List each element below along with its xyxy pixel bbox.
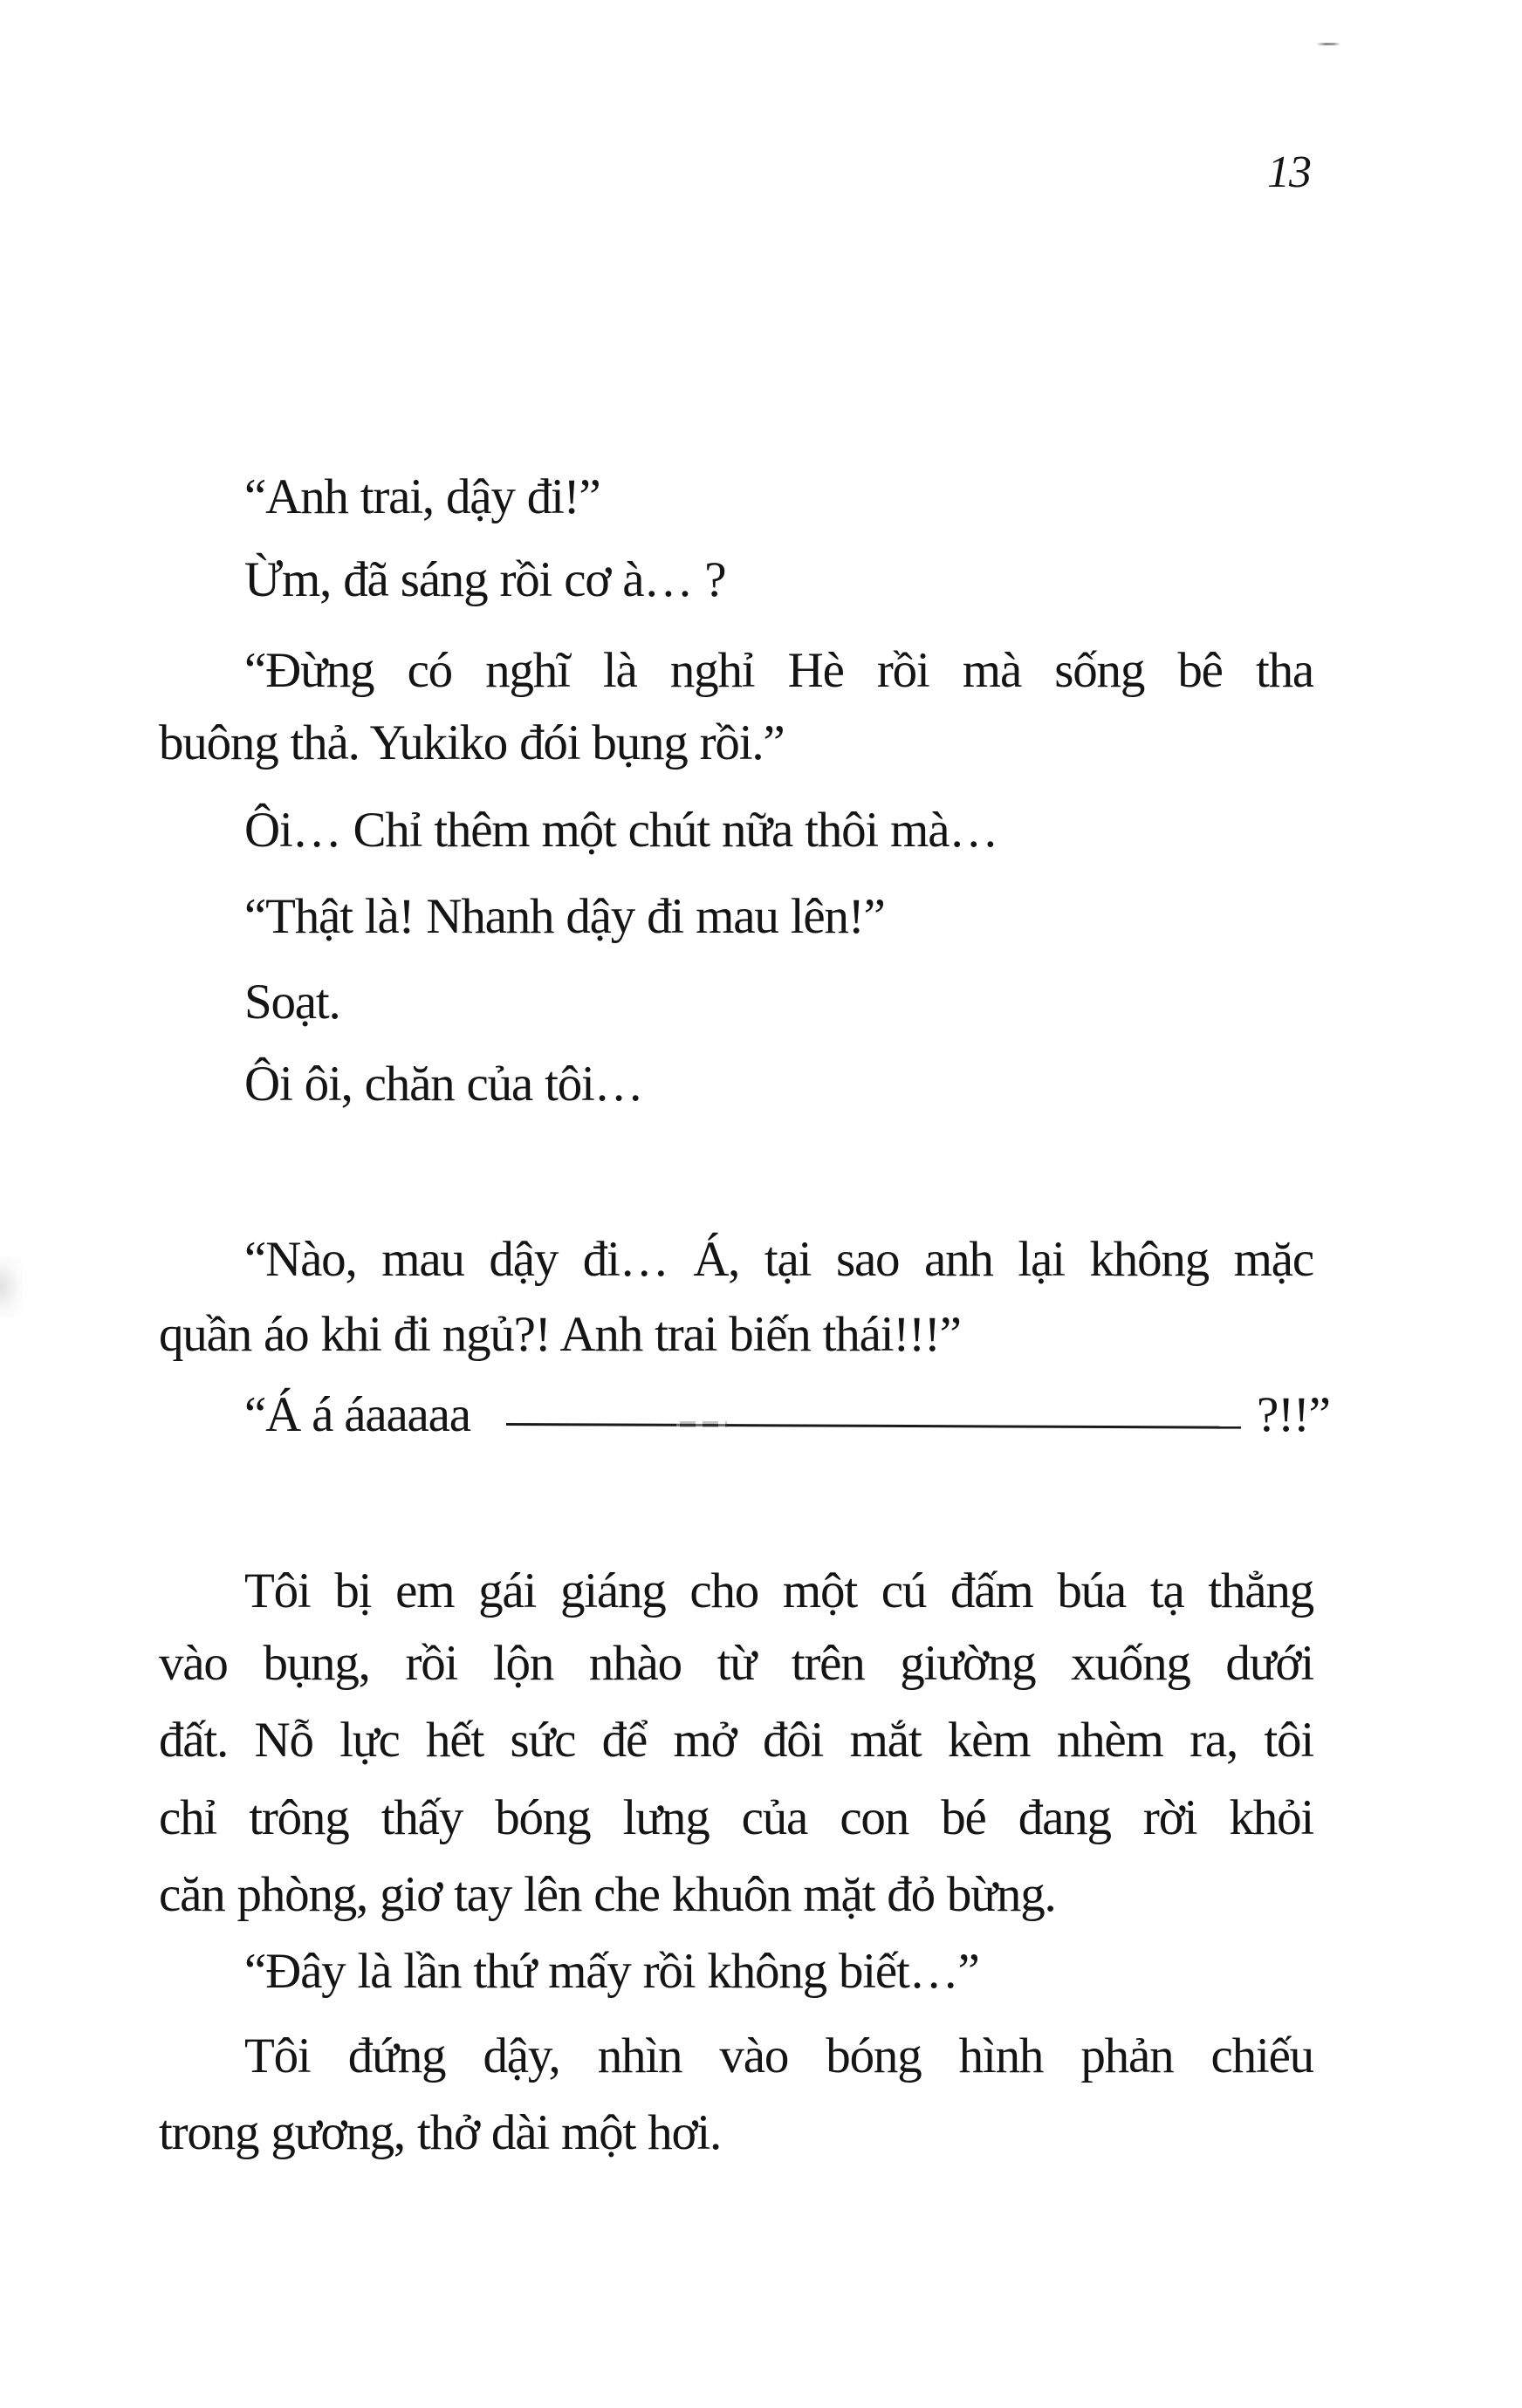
text-line: “Thật là! Nhanh dậy đi mau lên!” (244, 889, 885, 944)
text-line: Ôi ôi, chăn của tôi… (244, 1057, 643, 1112)
text-line: “Anh trai, dậy đi!” (244, 469, 600, 524)
text-line: căn phòng, giơ tay lên che khuôn mặt đỏ bừng. (159, 1867, 1056, 1922)
text-line: “Đừng có nghĩ là nghỉ Hè rồi mà sống bê tha (244, 643, 1313, 698)
text-line: quần áo khi đi ngủ?! Anh trai biến thái!!!” (159, 1307, 961, 1362)
text-line: Ôi… Chỉ thêm một chút nữa thôi mà… (244, 803, 998, 858)
scan-artifact-mark (1316, 43, 1340, 45)
scream-long-dash (506, 1423, 1241, 1429)
scan-edge-smudge (0, 1256, 23, 1317)
text-line: Soạt. (244, 975, 340, 1030)
text-line: “Nào, mau dậy đi… Á, tại sao anh lại không mặc (244, 1232, 1313, 1287)
text-line: “Đây là lần thứ mấy rồi không biết…” (244, 1944, 979, 1999)
text-line: trong gương, thở dài một hơi. (159, 2105, 722, 2160)
text-line: vào bụng, rồi lộn nhào từ trên giường xuống dưới (159, 1636, 1313, 1691)
text-line: Tôi bị em gái giáng cho một cú đấm búa tạ thẳng (244, 1563, 1313, 1618)
text-line: buông thả. Yukiko đói bụng rồi.” (159, 715, 785, 770)
text-line: đất. Nỗ lực hết sức để mở đôi mắt kèm nhèm ra, tôi (159, 1713, 1313, 1768)
scream-dash-artifact (676, 1421, 727, 1427)
page-number: 13 (1267, 147, 1311, 197)
scream-line (244, 1385, 1330, 1446)
text-line: chỉ trông thấy bóng lưng của con bé đang rời khỏi (159, 1790, 1313, 1845)
scream-start-text: “Á á áaaaaa (244, 1387, 470, 1442)
text-line: Tôi đứng dậy, nhìn vào bóng hình phản chiếu (244, 2028, 1313, 2083)
text-line: Ừm, đã sáng rồi cơ à… ? (244, 552, 726, 607)
scream-end-text: ?!!” (1257, 1387, 1330, 1442)
